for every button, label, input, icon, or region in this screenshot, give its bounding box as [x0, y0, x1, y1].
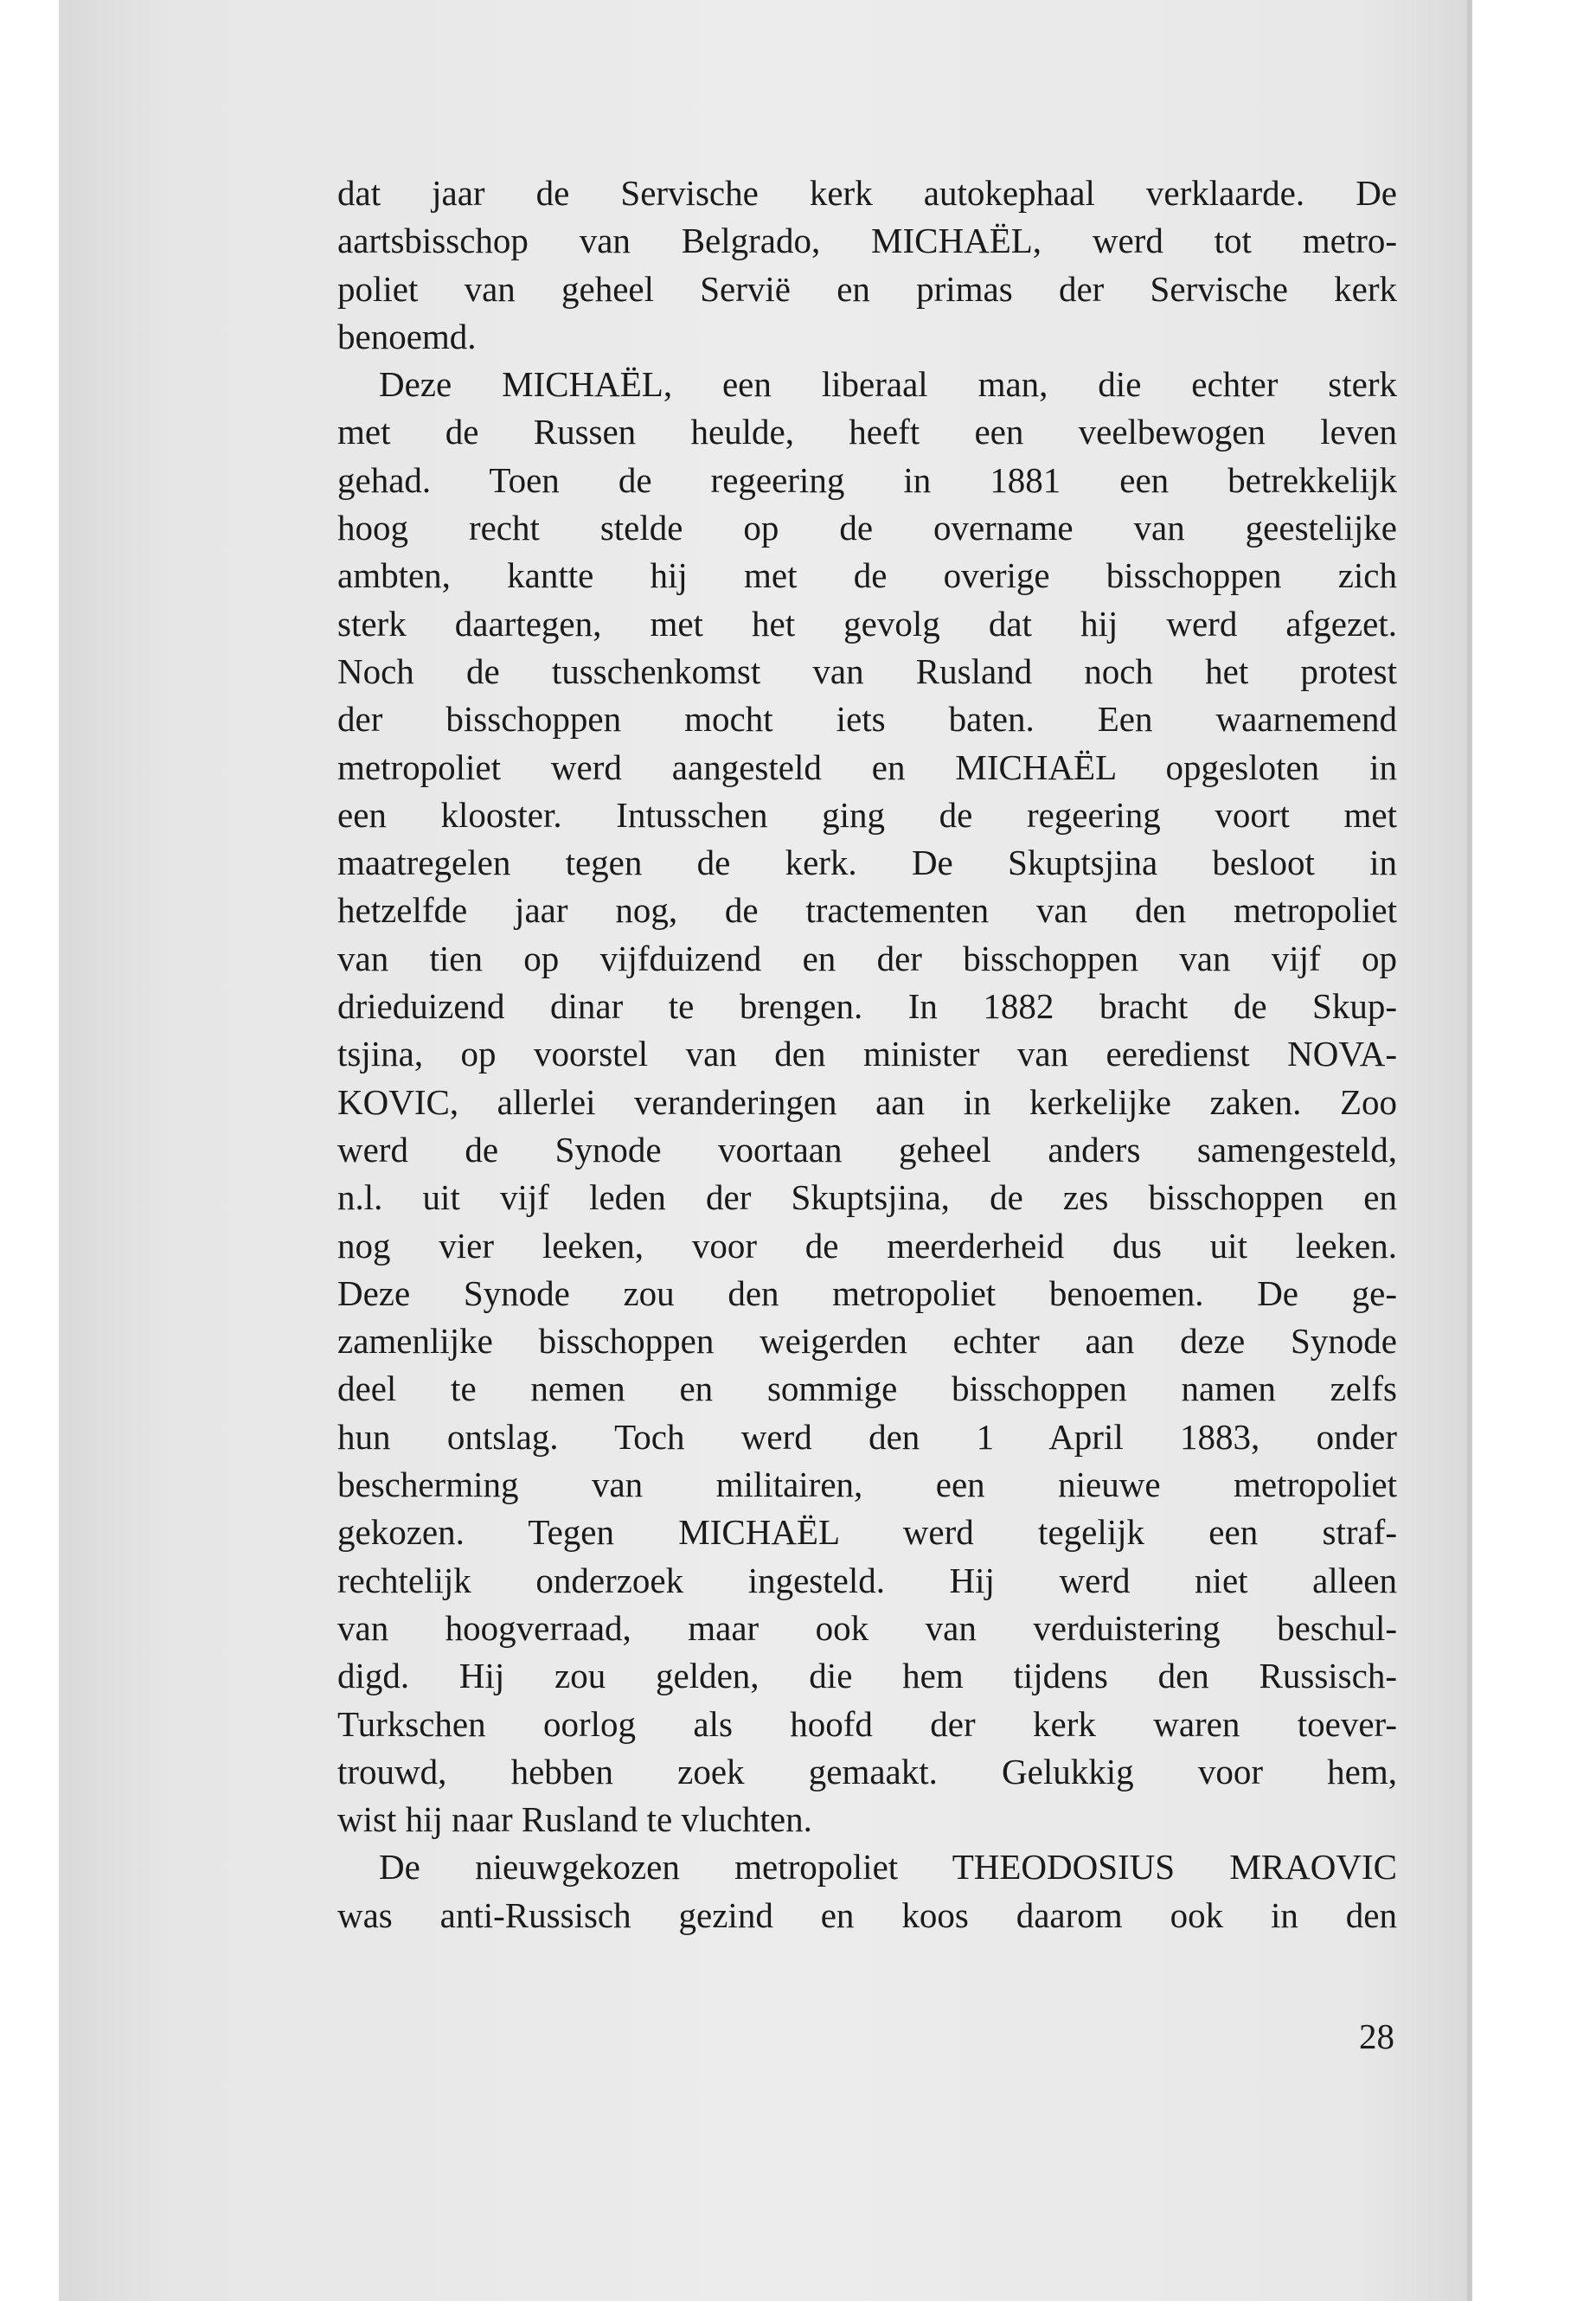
text-line: nog vier leeken, voor de meerderheid dus uit leeken.: [337, 1225, 1397, 1266]
text-line: hun ontslag. Toch werd den 1 April 1883, onder: [337, 1416, 1397, 1457]
text-line: werd de Synode voortaan geheel anders samengesteld,: [337, 1129, 1397, 1170]
text-line: digd. Hij zou gelden, die hem tijdens den Russisch-: [337, 1656, 1397, 1696]
text-line: drieduizend dinar te brengen. In 1882 bracht de Skup-: [337, 986, 1397, 1027]
text-line: bescherming van militairen, een nieuwe metropoliet: [337, 1465, 1397, 1505]
paragraph-start-line: De nieuwgekozen metropoliet THEODOSIUS MRAOVIC: [379, 1847, 1397, 1888]
text-line: KOVIC, allerlei veranderingen aan in kerkelijke zaken. Zoo: [337, 1081, 1397, 1122]
text-line: gehad. Toen de regeering in 1881 een betrekkelijk: [337, 459, 1397, 500]
text-line: ambten, kantte hij met de overige bisschoppen zich: [337, 555, 1397, 596]
text-line: zamenlijke bisschoppen weigerden echter aan deze Synode: [337, 1321, 1397, 1362]
page-number: 28: [1359, 2016, 1394, 2056]
text-line: n.l. uit vijf leden der Skuptsjina, de zes bisschoppen en: [337, 1177, 1397, 1218]
text-line: maatregelen tegen de kerk. De Skuptsjina besloot in: [337, 843, 1397, 883]
paragraph-start-line: Deze MICHAËL, een liberaal man, die echter sterk: [379, 364, 1397, 405]
text-line: hoog recht stelde op de overname van geestelijke: [337, 508, 1397, 548]
text-line: een klooster. Intusschen ging de regeering voort met: [337, 794, 1397, 835]
text-line: trouwd, hebben zoek gemaakt. Gelukkig voor hem,: [337, 1751, 1397, 1791]
text-line: hetzelfde jaar nog, de tractementen van den metropoliet: [337, 890, 1397, 931]
text-line: gekozen. Tegen MICHAËL werd tegelijk een straf-: [337, 1512, 1397, 1553]
text-line: van hoogverraad, maar ook van verduistering beschul-: [337, 1607, 1397, 1648]
body-text: [337, 170, 1397, 1939]
text-line: aartsbisschop van Belgrado, MICHAËL, werd tot metro-: [337, 221, 1397, 261]
text-line: rechtelijk onderzoek ingesteld. Hij werd niet alleen: [337, 1560, 1397, 1600]
text-line: dat jaar de Servische kerk autokephaal verklaarde. De: [337, 173, 1397, 213]
text-line: sterk daartegen, met het gevolg dat hij werd afgezet.: [337, 603, 1397, 644]
text-line: met de Russen heulde, heeft een veelbewogen leven: [337, 412, 1397, 452]
text-line: wist hij naar Rusland te vluchten.: [337, 1799, 812, 1840]
text-line: Noch de tusschenkomst van Rusland noch het protest: [337, 651, 1397, 691]
text-line: deel te nemen en sommige bisschoppen namen zelfs: [337, 1368, 1397, 1409]
text-line: Deze Synode zou den metropoliet benoemen. De ge-: [337, 1272, 1397, 1313]
text-line: Turkschen oorlog als hoofd der kerk waren toever-: [337, 1703, 1397, 1744]
text-line: was anti-Russisch gezind en koos daarom ook in den: [337, 1894, 1397, 1935]
page-edge: [1467, 0, 1472, 2301]
text-line: poliet van geheel Servië en primas der Servische kerk: [337, 268, 1397, 309]
text-line: tsjina, op voorstel van den minister van eeredienst NOVA-: [337, 1034, 1397, 1074]
text-line: der bisschoppen mocht iets baten. Een waarnemend: [337, 699, 1397, 740]
text-line: van tien op vijfduizend en der bisschoppen van vijf op: [337, 938, 1397, 978]
text-line: metropoliet werd aangesteld en MICHAËL opgesloten in: [337, 747, 1397, 787]
text-line: benoemd.: [337, 316, 477, 356]
